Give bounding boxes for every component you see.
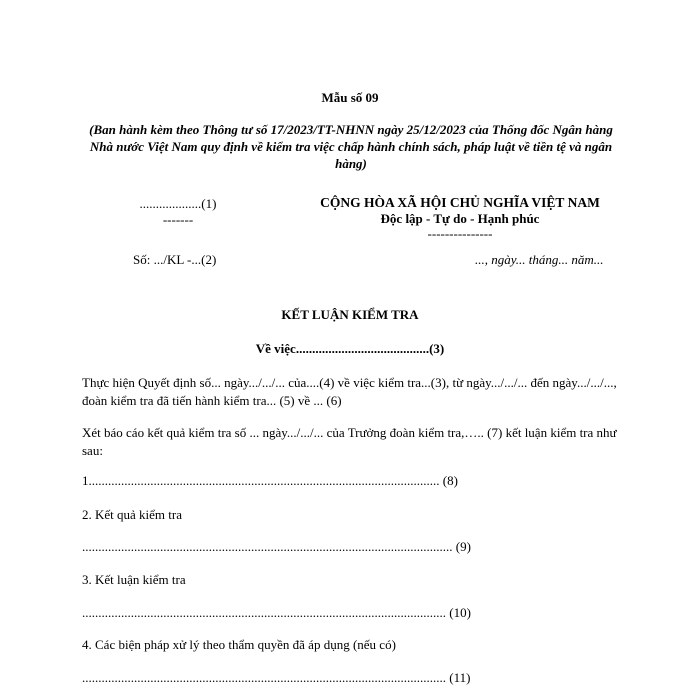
header-left bbox=[118, 196, 238, 228]
section-2-line: .................................................................................................................. (9) bbox=[82, 539, 471, 554]
document-title: KẾT LUẬN KIỂM TRA bbox=[281, 307, 419, 322]
header-right bbox=[285, 194, 635, 241]
document-number: Số: .../KL -...(2) bbox=[133, 252, 217, 267]
section-4-line: ................................................................................................................ (11) bbox=[82, 670, 471, 685]
form-number: Mẫu số 09 bbox=[321, 90, 379, 105]
country-name: CỘNG HÒA XÃ HỘI CHỦ NGHĨA VIỆT NAM bbox=[320, 195, 600, 210]
issued-note: (Ban hành kèm theo Thông tư số 17/2023/TT-NHNN ngày 25/12/2023 của Thống đốc Ngân hàng Nhà nước Việt Nam quy định về kiểm tra việc chấp hành chính sách, pháp luật về tiền tệ và ngân hàng) bbox=[89, 122, 613, 171]
issuing-organization: ...................(1) bbox=[139, 196, 217, 211]
section-3-line: ................................................................................................................ (10) bbox=[82, 605, 471, 620]
header-left-rule: ------- bbox=[162, 212, 194, 227]
section-4-heading: 4. Các biện pháp xử lý theo thẩm quyền đã áp dụng (nếu có) bbox=[82, 637, 396, 652]
header-right-rule: --------------- bbox=[427, 226, 493, 241]
document-date: ..., ngày... tháng... năm... bbox=[475, 252, 604, 267]
paragraph-decision: Thực hiện Quyết định số... ngày.../.../... của....(4) về việc kiểm tra...(3), từ ngày.../.../... đến ngày.../.../..., đoàn kiểm tra đã tiến hành kiểm tra... (5) về ... (6) bbox=[82, 375, 617, 408]
section-3-heading: 3. Kết luận kiểm tra bbox=[82, 572, 186, 587]
paragraph-report: Xét báo cáo kết quả kiểm tra số ... ngày.../.../... của Trưởng đoàn kiểm tra,….. (7) kết luận kiểm tra như sau: bbox=[82, 425, 617, 458]
document-subject: Về việc.........................................(3) bbox=[255, 341, 445, 356]
national-motto: Độc lập - Tự do - Hạnh phúc bbox=[380, 211, 540, 226]
section-2-heading: 2. Kết quả kiểm tra bbox=[82, 507, 182, 522]
item-1-line: 1............................................................................................................ (8) bbox=[82, 473, 458, 488]
